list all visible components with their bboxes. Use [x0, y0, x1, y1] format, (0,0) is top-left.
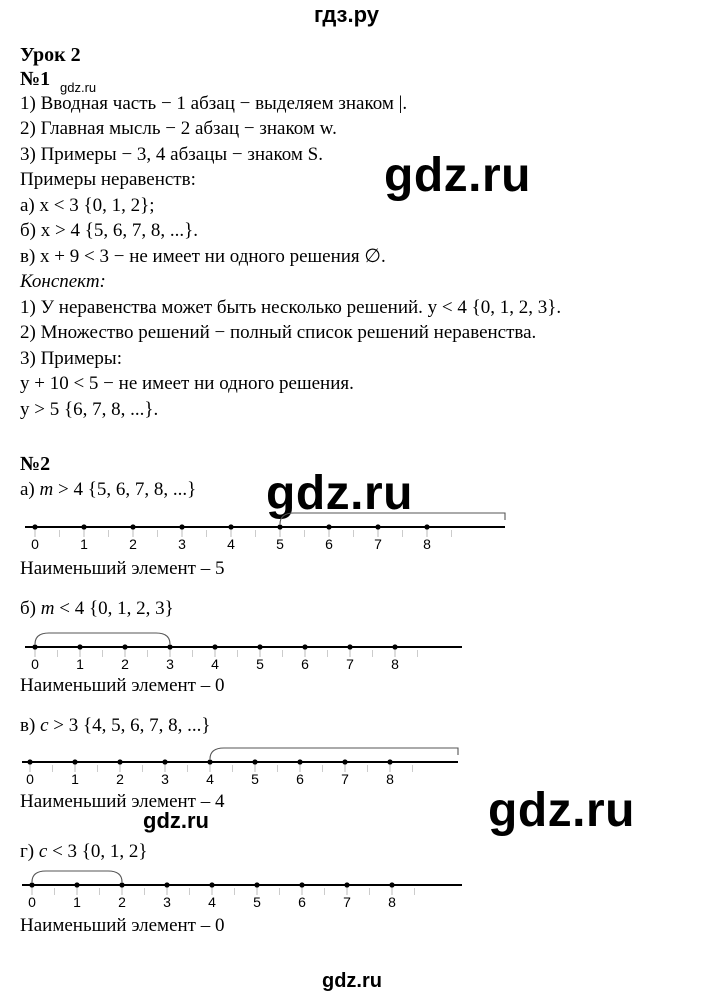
- part-d-var: c: [38, 841, 48, 862]
- solution-bracket: [210, 748, 458, 759]
- task2-part-c-heading: [20, 714, 210, 738]
- tick-dot: [375, 524, 380, 529]
- tick-dot: [389, 882, 394, 887]
- part-b-prefix: б): [20, 598, 41, 619]
- tick-label: 4: [208, 894, 216, 910]
- number-line-a: [0, 505, 720, 555]
- number-line-d: [0, 863, 720, 913]
- tick-label: 8: [386, 771, 394, 787]
- task2-part-c-answer: Наименьший элемент – 4: [20, 791, 225, 812]
- part-a-prefix: а): [20, 479, 40, 500]
- tick-dot: [167, 644, 172, 649]
- task2-part-b-heading: [20, 597, 174, 621]
- tick-label: 8: [388, 894, 396, 910]
- header-watermark: гдз.ру: [314, 2, 379, 27]
- footer-watermark: gdz.ru: [322, 970, 382, 992]
- tick-label: 8: [423, 536, 431, 552]
- tick-dot: [254, 882, 259, 887]
- tick-dot: [117, 759, 122, 764]
- part-b-var: m: [40, 598, 55, 619]
- tick-label: 7: [343, 894, 351, 910]
- tick-label: 0: [26, 771, 34, 787]
- task1-line-4: Примеры неравенств:: [20, 169, 196, 190]
- tick-label: 7: [346, 656, 354, 672]
- part-c-var: c: [40, 715, 49, 736]
- tick-dot: [130, 524, 135, 529]
- tick-dot: [207, 759, 212, 764]
- tick-label: 4: [227, 536, 235, 552]
- part-c-prefix: в): [20, 715, 41, 736]
- task1-line-7: в) x + 9 < 3 − не имеет ни одного решения ∅.: [20, 246, 386, 267]
- tick-label: 6: [325, 536, 333, 552]
- part-a-var: m: [39, 479, 54, 500]
- part-d-rest: < 3 {0, 1, 2}: [47, 841, 148, 862]
- tick-label: 2: [121, 656, 129, 672]
- watermark-big-1: gdz.ru: [384, 149, 531, 202]
- tick-dot: [252, 759, 257, 764]
- tick-dot: [299, 882, 304, 887]
- tick-label: 4: [211, 656, 219, 672]
- konspekt-label: Конспект:: [20, 271, 106, 292]
- tick-dot: [344, 882, 349, 887]
- tick-dot: [302, 644, 307, 649]
- tick-label: 4: [206, 771, 214, 787]
- task1-line-3: 3) Примеры − 3, 4 абзацы − знаком S.: [20, 144, 323, 165]
- tick-dot: [257, 644, 262, 649]
- solution-bracket: [280, 513, 505, 524]
- tick-label: 0: [28, 894, 36, 910]
- tick-dot: [72, 759, 77, 764]
- task2-part-a-heading: [20, 478, 196, 502]
- tick-label: 5: [253, 894, 261, 910]
- task1-label: №1: [20, 68, 51, 90]
- tick-label: 6: [301, 656, 309, 672]
- tick-dot: [179, 524, 184, 529]
- tick-label: 1: [80, 536, 88, 552]
- tick-dot: [209, 882, 214, 887]
- watermark-big-3: gdz.ru: [488, 784, 635, 837]
- tick-label: 2: [118, 894, 126, 910]
- tick-dot: [347, 644, 352, 649]
- tick-label: 6: [296, 771, 304, 787]
- tick-dot: [122, 644, 127, 649]
- tick-label: 3: [178, 536, 186, 552]
- task1-line-2: 2) Главная мысль − 2 абзац − знаком w.: [20, 118, 337, 139]
- part-b-rest: < 4 {0, 1, 2, 3}: [54, 598, 174, 619]
- tick-dot: [342, 759, 347, 764]
- tick-label: 0: [31, 656, 39, 672]
- part-c-rest: > 3 {4, 5, 6, 7, 8, ...}: [48, 715, 211, 736]
- konspekt-line-4: y + 10 < 5 − не имеет ни одного решения.: [20, 373, 354, 394]
- tick-dot: [162, 759, 167, 764]
- part-a-rest: > 4 {5, 6, 7, 8, ...}: [53, 479, 197, 500]
- tick-dot: [32, 644, 37, 649]
- solution-bracket: [35, 633, 170, 644]
- lesson-title: Урок 2: [20, 44, 81, 66]
- tick-dot: [27, 759, 32, 764]
- konspekt-line-5: y > 5 {6, 7, 8, ...}.: [20, 399, 159, 420]
- tick-dot: [164, 882, 169, 887]
- watermark-mid: gdz.ru: [143, 808, 209, 833]
- watermark-small: gdz.ru: [60, 80, 97, 95]
- tick-dot: [297, 759, 302, 764]
- task2-part-d-answer: Наименьший элемент – 0: [20, 915, 225, 936]
- watermark-big-2: gdz.ru: [266, 467, 413, 520]
- tick-dot: [387, 759, 392, 764]
- tick-label: 8: [391, 656, 399, 672]
- tick-label: 3: [166, 656, 174, 672]
- task2-part-a-answer: Наименьший элемент – 5: [20, 558, 225, 579]
- tick-label: 7: [374, 536, 382, 552]
- tick-label: 5: [276, 536, 284, 552]
- part-d-prefix: г): [20, 841, 39, 862]
- tick-dot: [228, 524, 233, 529]
- task1-line-5: а) x < 3 {0, 1, 2};: [20, 195, 155, 216]
- tick-label: 6: [298, 894, 306, 910]
- tick-label: 5: [251, 771, 259, 787]
- konspekt-line-2: 2) Множество решений − полный список решений неравенства.: [20, 322, 537, 343]
- tick-dot: [212, 644, 217, 649]
- tick-dot: [81, 524, 86, 529]
- tick-label: 2: [129, 536, 137, 552]
- tick-dot: [277, 524, 282, 529]
- tick-dot: [74, 882, 79, 887]
- tick-dot: [424, 524, 429, 529]
- task2-part-b-answer: Наименьший элемент – 0: [20, 675, 225, 696]
- konspekt-line-1: 1) У неравенства может быть несколько решений. y < 4 {0, 1, 2, 3}.: [20, 297, 562, 318]
- konspekt-line-3: 3) Примеры:: [20, 348, 122, 369]
- tick-label: 1: [73, 894, 81, 910]
- task1-line-1: 1) Вводная часть − 1 абзац − выделяем знаком |.: [20, 93, 408, 114]
- tick-dot: [392, 644, 397, 649]
- tick-dot: [77, 644, 82, 649]
- tick-label: 1: [71, 771, 79, 787]
- task2-label: №2: [20, 453, 51, 475]
- solution-bracket: [32, 871, 122, 882]
- task2-part-d-heading: [20, 840, 148, 864]
- tick-label: 7: [341, 771, 349, 787]
- tick-label: 5: [256, 656, 264, 672]
- number-line-b: [0, 625, 720, 675]
- tick-dot: [29, 882, 34, 887]
- tick-dot: [32, 524, 37, 529]
- tick-label: 3: [161, 771, 169, 787]
- tick-label: 2: [116, 771, 124, 787]
- task1-line-6: б) x > 4 {5, 6, 7, 8, ...}.: [20, 220, 198, 241]
- tick-dot: [119, 882, 124, 887]
- tick-label: 3: [163, 894, 171, 910]
- tick-label: 0: [31, 536, 39, 552]
- tick-label: 1: [76, 656, 84, 672]
- tick-dot: [326, 524, 331, 529]
